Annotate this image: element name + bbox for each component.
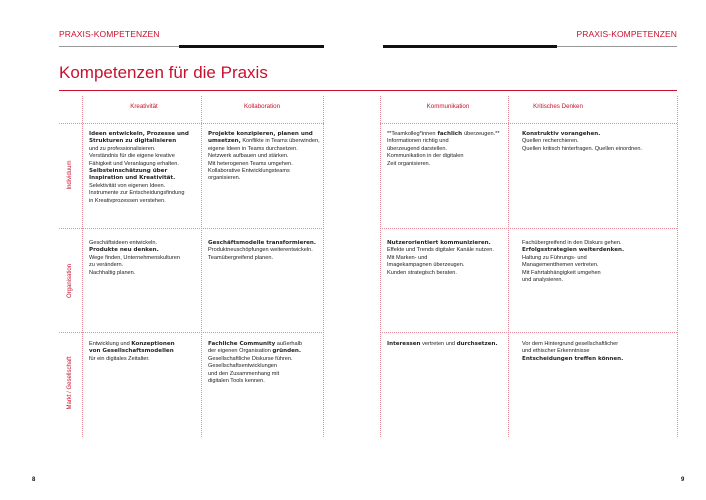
column-header-kollaboration: Kollaboration [243, 103, 281, 110]
cell-line: Nachhaltig planen. [89, 269, 136, 276]
cell-organisation-kritisches-denken [522, 240, 672, 284]
cell-line: Produktneuschöpfungen weiterentwickeln. [208, 247, 313, 254]
column-header-kreativitaet: Kreativität [130, 103, 158, 110]
cell-line: Vor dem Hintergrund gesellschaftlicher [522, 341, 619, 347]
header-rule-left-thin [59, 46, 179, 47]
cell-line: Gesellschaftliche Diskurse führen. [208, 355, 293, 362]
cell-line: Konstruktiv vorangehen. [522, 131, 601, 137]
cell-line: zu verändern. [89, 262, 124, 269]
cell-line: Mit heterogenen Teams umgehen. [208, 160, 293, 167]
cell-line: Haltung zu Führungs- und [522, 254, 587, 261]
cell-line: Geschäftsideen entwickeln. [89, 240, 158, 246]
cell-line: Erfolgsstrategien weiterdenken. [522, 247, 625, 254]
cell-line: umsetzen, Konflikte in Teams überwinden, [208, 138, 320, 145]
cell-line: Kollaborative Entwicklungsteams [208, 168, 290, 175]
cell-organisation-kommunikation [387, 240, 505, 277]
cell-line: digitalen Tools kennen. [208, 378, 265, 385]
cell-line: Fachübergreifend in den Diskurs gehen. [522, 240, 622, 246]
row-label-markt-gesellschaft: Markt / Gesellschaft [67, 356, 73, 410]
cell-line: überzeugend darstellen. [387, 145, 448, 152]
cell-organisation-kollaboration [208, 240, 328, 262]
cell-line: Interessen vertreten und durchsetzen. [387, 341, 498, 347]
cell-line: Managementthemen vertreten. [522, 262, 599, 269]
cell-line: Informationen richtig und [387, 138, 449, 145]
title-underline [59, 90, 677, 91]
cell-line: Mit Fahrtabhängigkeit umgehen [522, 269, 601, 276]
grid-line-horizontal [380, 228, 677, 229]
cell-organisation-kreativitaet [89, 240, 207, 277]
cell-line: und ethischer Erkenntnisse [522, 348, 590, 355]
cell-markt-kritisches-denken [522, 341, 672, 363]
page-title: Kompetenzen für die Praxis [59, 63, 268, 82]
cell-line: Fähigkeit und Veranlagung erhalten. [89, 160, 179, 167]
header-rule-right [383, 45, 557, 48]
cell-line: Projekte konzipieren, planen und [208, 131, 313, 137]
cell-line: Effekte und Trends digitaler Kanäle nutzen. [387, 247, 494, 254]
cell-line: Wege finden, Unternehmenskulturen [89, 254, 181, 261]
cell-individuum-kreativitaet [89, 131, 207, 205]
grid-line-vertical [82, 96, 83, 437]
header-rule-right-thin [557, 46, 677, 47]
cell-line: Nutzerorientiert kommunizieren. [387, 240, 491, 246]
cell-line: Mit Marken- und [387, 254, 428, 261]
cell-line: Geschäftsmodelle transformieren. [208, 240, 317, 246]
page-number-left: 8 [32, 477, 36, 483]
cell-line: **Teamkolleg*innen fachlich überzeugen.** [387, 131, 500, 137]
cell-line: von Gesellschaftsmodellen [89, 348, 174, 355]
grid-line-vertical [380, 96, 381, 437]
cell-line: Strukturen zu digitalisieren [89, 138, 177, 145]
cell-line: Fachliche Community außerhalb [208, 341, 302, 347]
cell-line: Kommunikation in der digitalen [387, 153, 464, 160]
cell-line: organisieren. [208, 175, 241, 182]
running-header-right: PRAXIS-KOMPETENZEN [576, 29, 677, 39]
cell-line: in Kreativprozessen verstehen. [89, 197, 166, 204]
cell-line: Selbsteinschätzung über [89, 168, 168, 175]
cell-markt-kollaboration [208, 341, 328, 385]
column-header-kommunikation: Kommunikation [426, 103, 470, 110]
cell-line: Verständnis für die eigene kreative [89, 153, 175, 160]
cell-line: Entscheidungen treffen können. [522, 355, 624, 362]
grid-line-horizontal [59, 123, 324, 124]
cell-line: Teamübergreifend planen. [208, 254, 273, 261]
cell-line: Inspiration und Kreativität. [89, 175, 176, 182]
cell-line: und den Zusammenhang mit [208, 370, 280, 377]
cell-line: und analysieren. [522, 277, 564, 284]
cell-markt-kommunikation [387, 341, 505, 348]
cell-line: Netzwerk aufbauen und stärken. [208, 153, 289, 160]
row-label-organisation: Organisation [67, 263, 73, 299]
cell-line: für ein digitales Zeitalter. [89, 355, 150, 362]
grid-line-horizontal [59, 228, 324, 229]
cell-line: Ideen entwickeln, Prozesse und [89, 131, 189, 137]
cell-individuum-kollaboration [208, 131, 328, 183]
cell-line: Quellen recherchieren. [522, 138, 579, 145]
cell-markt-kreativitaet [89, 341, 207, 363]
cell-line: Imagekampagnen überzeugen. [387, 262, 465, 269]
cell-line: Selektivität von eigenen Ideen. [89, 182, 166, 189]
running-header-left: PRAXIS-KOMPETENZEN [59, 29, 160, 39]
cell-line: Kunden strategisch beraten. [387, 269, 457, 276]
grid-line-horizontal [59, 332, 324, 333]
cell-line: der eigenen Organisation gründen. [208, 348, 302, 355]
grid-line-vertical [508, 96, 509, 437]
grid-line-vertical [677, 96, 678, 437]
page-number-right: 9 [681, 477, 685, 483]
cell-line: und zu professionalisieren. [89, 145, 156, 152]
cell-line: Entwicklung und Konzeptionen [89, 341, 175, 347]
cell-line: eigene Ideen in Teams durchsetzen. [208, 145, 298, 152]
cell-individuum-kommunikation [387, 131, 505, 168]
cell-line: Produkte neu denken. [89, 247, 159, 254]
header-rule-left [179, 45, 324, 48]
grid-line-horizontal [380, 123, 677, 124]
cell-line: Gesellschaftsentwicklungen [208, 363, 278, 370]
cell-line: Zeit organisieren. [387, 160, 431, 167]
column-header-kritisches-denken: Kritisches Denken [533, 103, 583, 110]
row-label-individuum: Individuum [67, 160, 73, 190]
grid-line-horizontal [380, 332, 677, 333]
cell-line: Quellen kritisch hinterfragen. Quellen einordnen. [522, 145, 643, 152]
cell-individuum-kritisches-denken [522, 131, 672, 153]
cell-line: Instrumente zur Entscheidungsfindung [89, 190, 185, 197]
